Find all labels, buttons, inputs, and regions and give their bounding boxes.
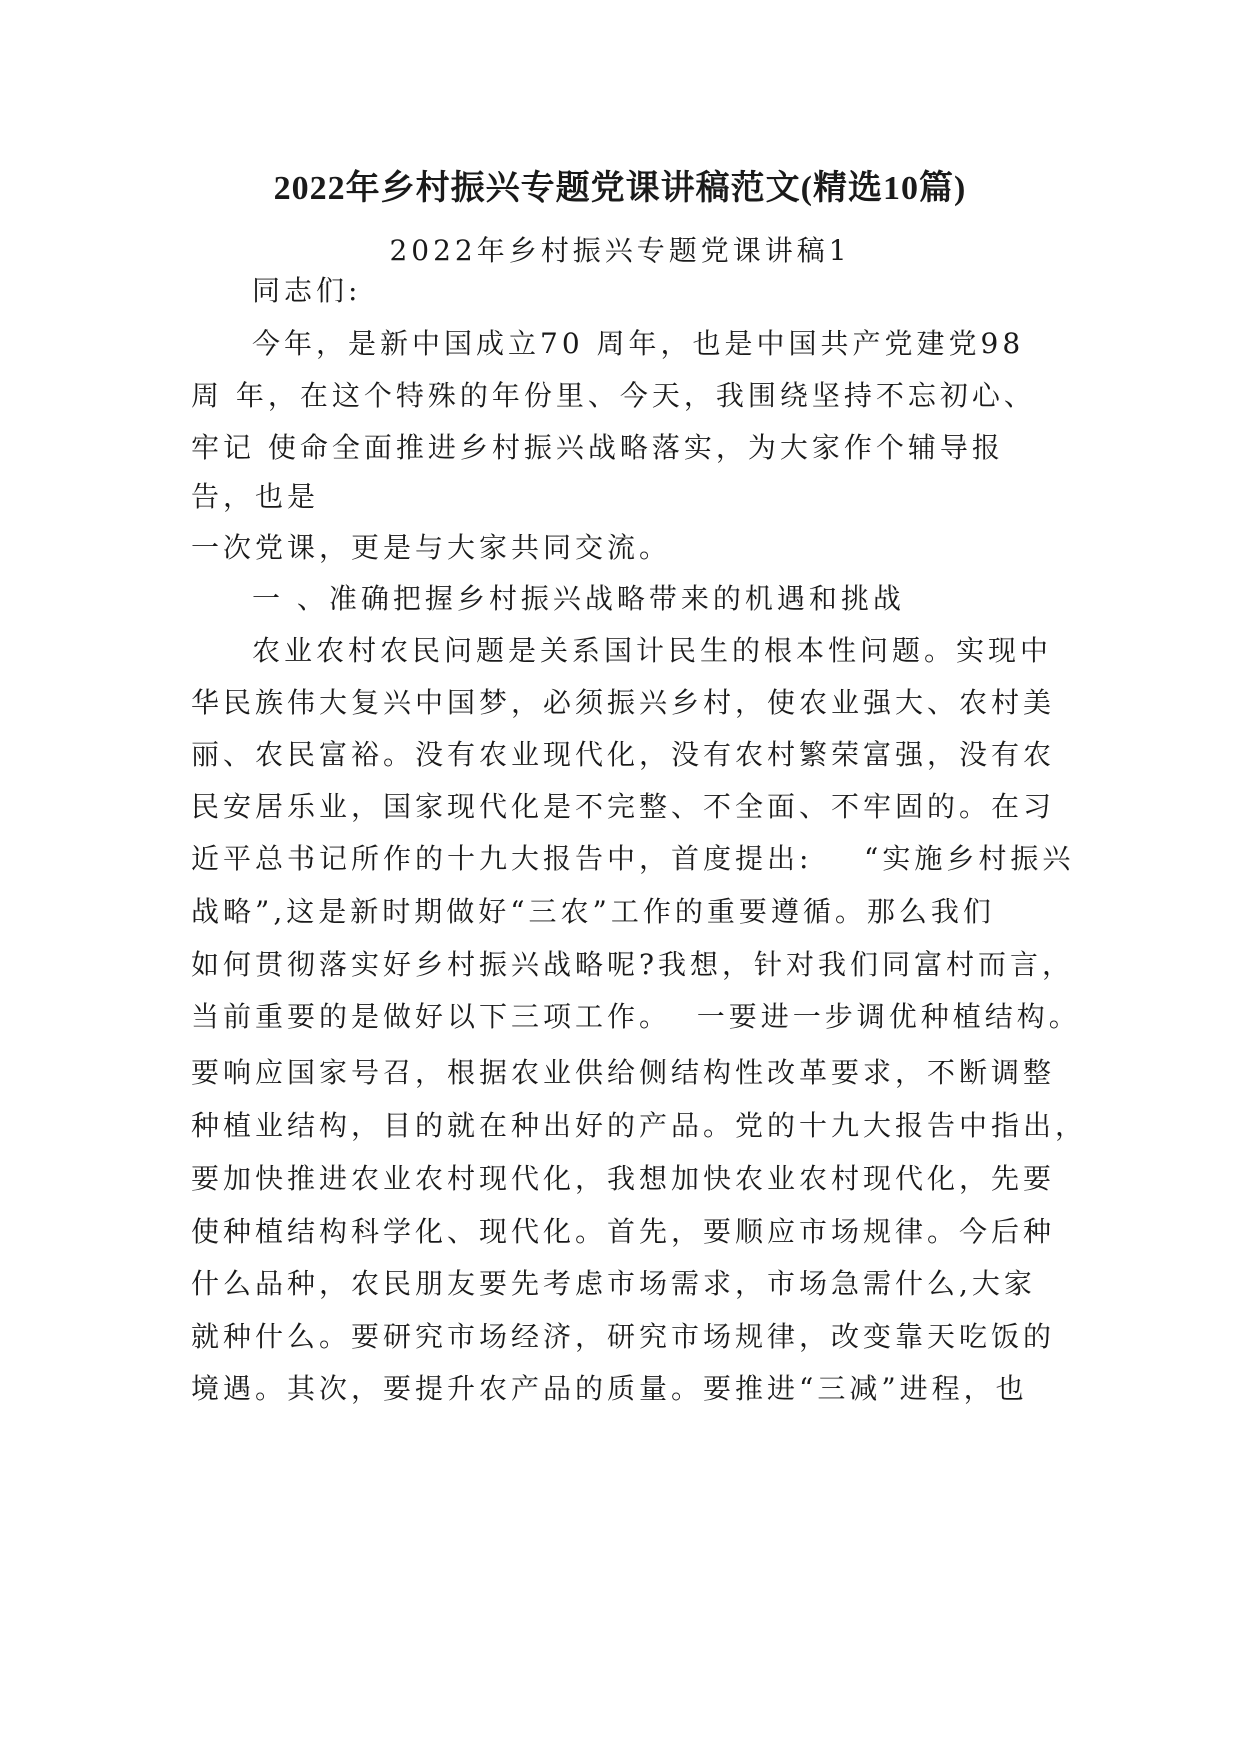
paragraph-line: 战略”,这是新时期做好“三农”工作的重要遵循。那么我们 <box>191 895 995 928</box>
paragraph-line: 什么品种，农民朋友要先考虑市场需求，市场急需什么,大家 <box>191 1267 1036 1300</box>
paragraph-line: 如何贯彻落实好乡村振兴战略呢?我想，针对我们同富村而言， <box>191 948 1075 981</box>
paragraph-line: 境遇。其次，要提升农产品的质量。要推进“三减”进程，也 <box>191 1372 1028 1405</box>
paragraph-line: 就种什么。要研究市场经济，研究市场规律，改变靠天吃饭的 <box>191 1320 1056 1353</box>
paragraph-line: 华民族伟大复兴中国梦，必须振兴乡村，使农业强大、农村美 <box>191 686 1056 719</box>
paragraph-line: 农业农村农民问题是关系国计民生的根本性问题。实现中 <box>252 634 1053 667</box>
paragraph-line: 丽、农民富裕。没有农业现代化，没有农村繁荣富强，没有农 <box>191 738 1056 771</box>
paragraph-line: 周 年，在这个特殊的年份里、今天，我围绕坚持不忘初心、 <box>191 379 1036 412</box>
document-title: 2022年乡村振兴专题党课讲稿范文(精选10篇) <box>273 170 967 207</box>
salutation: 同志们: <box>252 274 362 307</box>
paragraph-line: 要响应国家号召，根据农业供给侧结构性改革要求，不断调整 <box>191 1056 1056 1089</box>
document-subtitle: 2022年乡村振兴专题党课讲稿1 <box>389 234 851 267</box>
paragraph-line: 牢记 使命全面推进乡村振兴战略落实，为大家作个辅导报 <box>191 431 1004 464</box>
paragraph-line: 种植业结构，目的就在种出好的产品。党的十九大报告中指出， <box>191 1109 1088 1142</box>
paragraph-line: 民安居乐业，国家现代化是不完整、不全面、不牢固的。在习 <box>191 790 1056 823</box>
paragraph-line: 今年，是新中国成立70 周年，也是中国共产党建党98 <box>252 327 1025 360</box>
paragraph-line: 当前重要的是做好以下三项工作。 一要进一步调优种植结构。 <box>191 1000 1081 1033</box>
section-heading: 一 、准确把握乡村振兴战略带来的机遇和挑战 <box>252 582 905 615</box>
paragraph-line: 一次党课，更是与大家共同交流。 <box>191 531 672 564</box>
paragraph-line: 近平总书记所作的十九大报告中，首度提出: “实施乡村振兴 <box>191 842 1075 875</box>
paragraph-line: 使种植结构科学化、现代化。首先，要顺应市场规律。今后种 <box>191 1215 1056 1248</box>
paragraph-line: 告，也是 <box>191 480 320 513</box>
paragraph-line: 要加快推进农业农村现代化，我想加快农业农村现代化，先要 <box>191 1162 1056 1195</box>
